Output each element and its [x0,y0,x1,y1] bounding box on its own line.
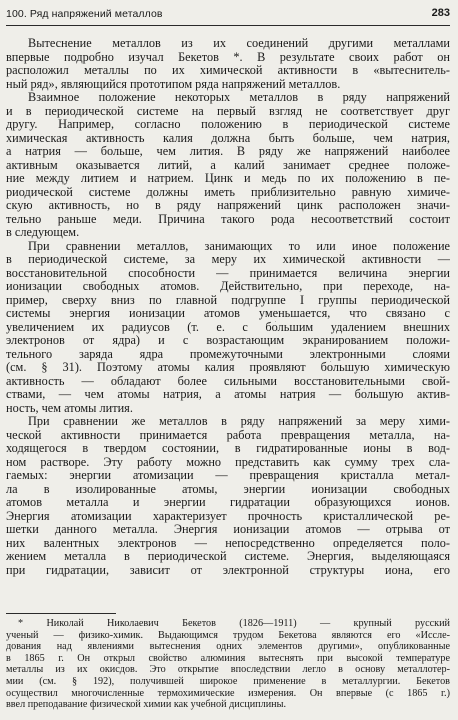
paragraph-2 [6,91,450,240]
text-line: При сравнении же металлов в ряду напряжений за меру хими- [28,415,450,428]
text-line: шетки данного металла. Энергия ионизации атомов — отрыва от [6,523,450,536]
text-line: ный ряд», являющийся прототипом ряда напряжений металлов. [6,77,341,91]
text-line: ионизации свободных атомов. Действительно, при переходе, на- [6,280,450,293]
text-line: жением металла в периодической системе. Энергия, выделяющаяся [6,550,450,563]
text-line: активным оказывается литий, а калий занимает среднее положе- [6,158,450,172]
text-line: ческой активности принимается работа превращения металла, на- [6,428,450,442]
footnote-line: дования над явлениями вытеснения одних элементов другими», опубликованные [6,641,450,653]
text-line: расположил металлы по их химической активности в «вытеснитель- [6,64,450,77]
footnote-line: ученый — физико-химик. Выдающимся трудом Бекетова являются его «Иссле- [6,629,450,641]
text-line: Взаимное положение некоторых металлов в ряду напряжений [28,91,450,104]
footnote-line: осуществил многочисленные термохимические измерения. Он впервые (с 1865 г.) [6,687,450,699]
text-line: ние между литием и натрием. Цинк и медь по их положению в пе- [6,172,450,185]
footnote-line: в 1865 г. Он открыл свойство алюминия вытеснять при высокой температуре [6,652,450,664]
footnote-line: * Николай Николаевич Бекетов (1826—1911) — крупный русский [18,618,450,629]
footnote [6,613,450,711]
text-line: Вытеснение металлов из их соединений другими металлами [28,37,450,50]
text-line: при гидратации, зависит от электронной структуры иона, его [6,563,450,577]
text-line: восстановительной способности — принимается величина энергии [6,266,450,280]
footnote-line: металлы из их окисдов. Это открытие впоследствии легло в основу металлотер- [6,664,450,676]
footnote-line: мии (см. § 192), получившей широкое применение в металлургии. Бекетов [6,675,450,687]
text-line: электронов от ядра) и с возрастающим экранированием положи- [6,334,450,347]
text-line: тельно раньше меди. Причина такого рода несоответствий состоит [6,212,450,226]
text-line: другу. Например, согласно положению в периодической системе [6,118,450,131]
text-line: системы энергия ионизации атомов уменьшается, что связано с [6,307,450,320]
paragraph-4 [6,415,450,577]
text-line: ствами, — чем атомы натрия, а атомы натрия — бо́льшую актив- [6,388,450,401]
text-line: активность — обладают более сильными восстановительными свой- [6,374,450,388]
text-line: в периодической системе, за меру их химической активности — [6,253,450,266]
footnote-divider [6,613,116,614]
page-header [6,7,450,26]
text-line: риодической системе должны иметь приблизительно равную химиче- [6,185,450,199]
text-line: и в периодической системе на первый взгляд не соответствует друг [6,104,450,118]
text-line: увеличением их радиусов (т. е. с бо́льшим удалением внешних [6,320,450,334]
text-line: тельного заряда ядра промежуточными электронными слоями [6,347,450,361]
body-text [6,37,450,577]
text-line: впервые подробно изучал Бекетов *. В результате своих работ он [6,50,450,64]
paragraph-1 [6,37,450,91]
paragraph-3 [6,240,450,416]
text-line: них валентных электронов — непосредственно определяется поло- [6,536,450,550]
text-line: гаемых: энергии атомизации — превращения кристалла метал- [6,469,450,482]
text-line: пример, сверху вниз по главной подгруппе I группы периодической [6,293,450,307]
text-line: в следующем. [6,226,80,239]
text-line: ном растворе. Эту работу можно представить как сумму трех сла- [6,455,450,469]
text-line: атомов металла и энергии гидратации образующихся ионов. [6,496,450,509]
text-line: Энергия атомизации характеризует прочность кристаллической ре- [6,509,450,523]
text-line: а натрия — больше, чем лития. В ряду же напряжений наиболее [6,145,450,158]
running-head: 100. Ряд напряжений металлов [6,8,163,20]
text-line: При сравнении металлов, занимающих то или иное положение [28,239,450,253]
text-line: ность, чем атомы лития. [6,401,133,415]
text-line: (см. § 31). Поэтому атомы калия проявляют бо́льшую химическую [6,361,450,374]
text-line: ходящегося в твердом состоянии, в гидратированные ионы в вод- [6,442,450,455]
page-number: 283 [431,7,450,19]
text-line: скую активность, но в ряду напряжений цинк расположен значи- [6,199,450,212]
text-line: химическая активность калия должна быть больше, чем натрия, [6,131,450,145]
text-line: ла в изолированные атомы, энергии ионизации свободных [6,482,450,496]
footnote-line: ввел преподавание физической химии как учебной дисциплины. [6,699,286,711]
